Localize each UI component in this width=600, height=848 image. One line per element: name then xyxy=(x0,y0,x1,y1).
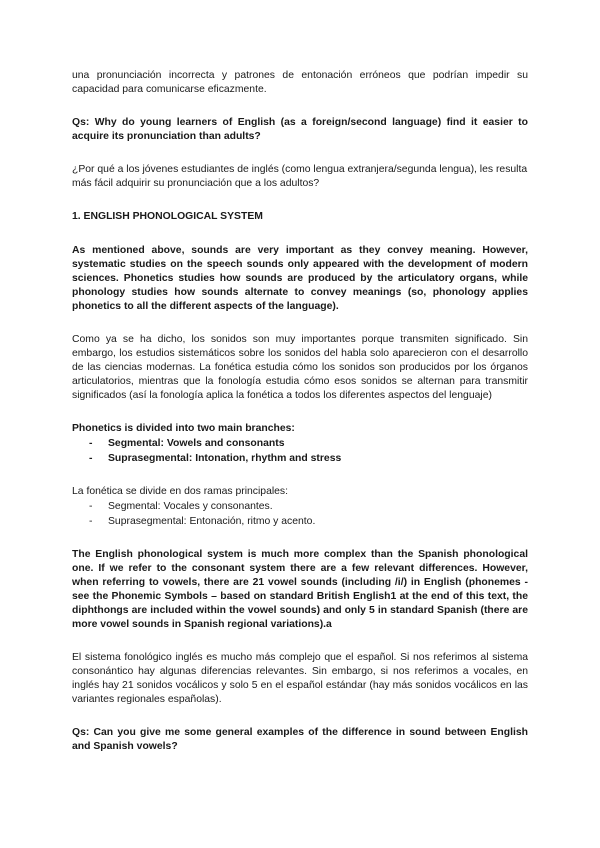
question-young-learners: Qs: Why do young learners of English (as a foreign/second language) find it easier to acquire its pronunciation than adults? xyxy=(72,117,528,142)
paragraph-continuation: una pronunciación incorrecta y patrones de entonación erróneos que podrían impedir su capacidad para comunicarse eficazmente. xyxy=(72,70,528,95)
question-vowel-examples: Qs: Can you give me some general examples of the difference in sound between English and Spanish vowels? xyxy=(72,727,528,752)
branches-list xyxy=(72,436,528,466)
paragraph-phonetics-intro: As mentioned above, sounds are very important as they convey meaning. However, systematic studies on the speech sounds only appeared with the development of modern sciences. Phonetics studies how sounds are produced by the articulatory organs, while phonology studies how sounds alternate to convey meanings (so, phonology applies phonetics to all the different aspects of the language). xyxy=(72,245,528,312)
branches-intro: Phonetics is divided into two main branches: xyxy=(72,423,295,434)
list-item: - Segmental: Vocales y consonantes. xyxy=(72,499,528,514)
section-heading: 1. ENGLISH PHONOLOGICAL SYSTEM xyxy=(72,211,263,222)
list-item: - Suprasegmental: Intonation, rhythm and stress xyxy=(72,451,528,466)
document-page xyxy=(72,69,528,773)
paragraph-phonological-system-spanish: El sistema fonológico inglés es mucho más complejo que el español. Si nos referimos al sistema consonántico hay algunas diferencias relevantes. Sin embargo, si nos referimos a vocales, en inglés hay 21 sonidos vocálicos y solo 5 en el español estándar (hay más sonidos vocálicos en las variantes regionales españolas). xyxy=(72,652,528,705)
list-item: - Suprasegmental: Entonación, ritmo y acento. xyxy=(72,514,528,529)
question-young-learners-spanish: ¿Por qué a los jóvenes estudiantes de inglés (como lengua extranjera/segunda lengua), les resulta más fácil adquirir su pronunciación que a los adultos? xyxy=(72,164,528,189)
branches-intro-spanish: La fonética se divide en dos ramas principales: xyxy=(72,486,289,497)
paragraph-phonetics-intro-spanish: Como ya se ha dicho, los sonidos son muy importantes porque transmiten significado. Sin embargo, los estudios sistemáticos sobre los sonidos del habla solo aparecieron con el desarrollo de las ciencias modernas. La fonética estudia cómo los sonidos son producidos por los órganos articulatorios, mientras que la fonología estudia cómo esos sonidos se alternan para transmitir significados (así la fonología aplica la fonética a todos los diferentes aspectos del lenguaje) xyxy=(72,334,528,401)
list-item: - Segmental: Vowels and consonants xyxy=(72,436,528,451)
branches-list-spanish xyxy=(72,499,528,529)
paragraph-phonological-system: The English phonological system is much more complex than the Spanish phonological one. If we refer to the consonant system there are a few relevant differences. However, when referring to vowels, there are 21 vowel sounds (including /i/) in English (phonemes - see the Phonemic Symbols – based on standard British English1 at the end of this text, the diphthongs are included within the vowel sounds) and only 5 in standard Spanish (there are more vowel sounds in Spanish regional variations).a xyxy=(72,549,528,630)
